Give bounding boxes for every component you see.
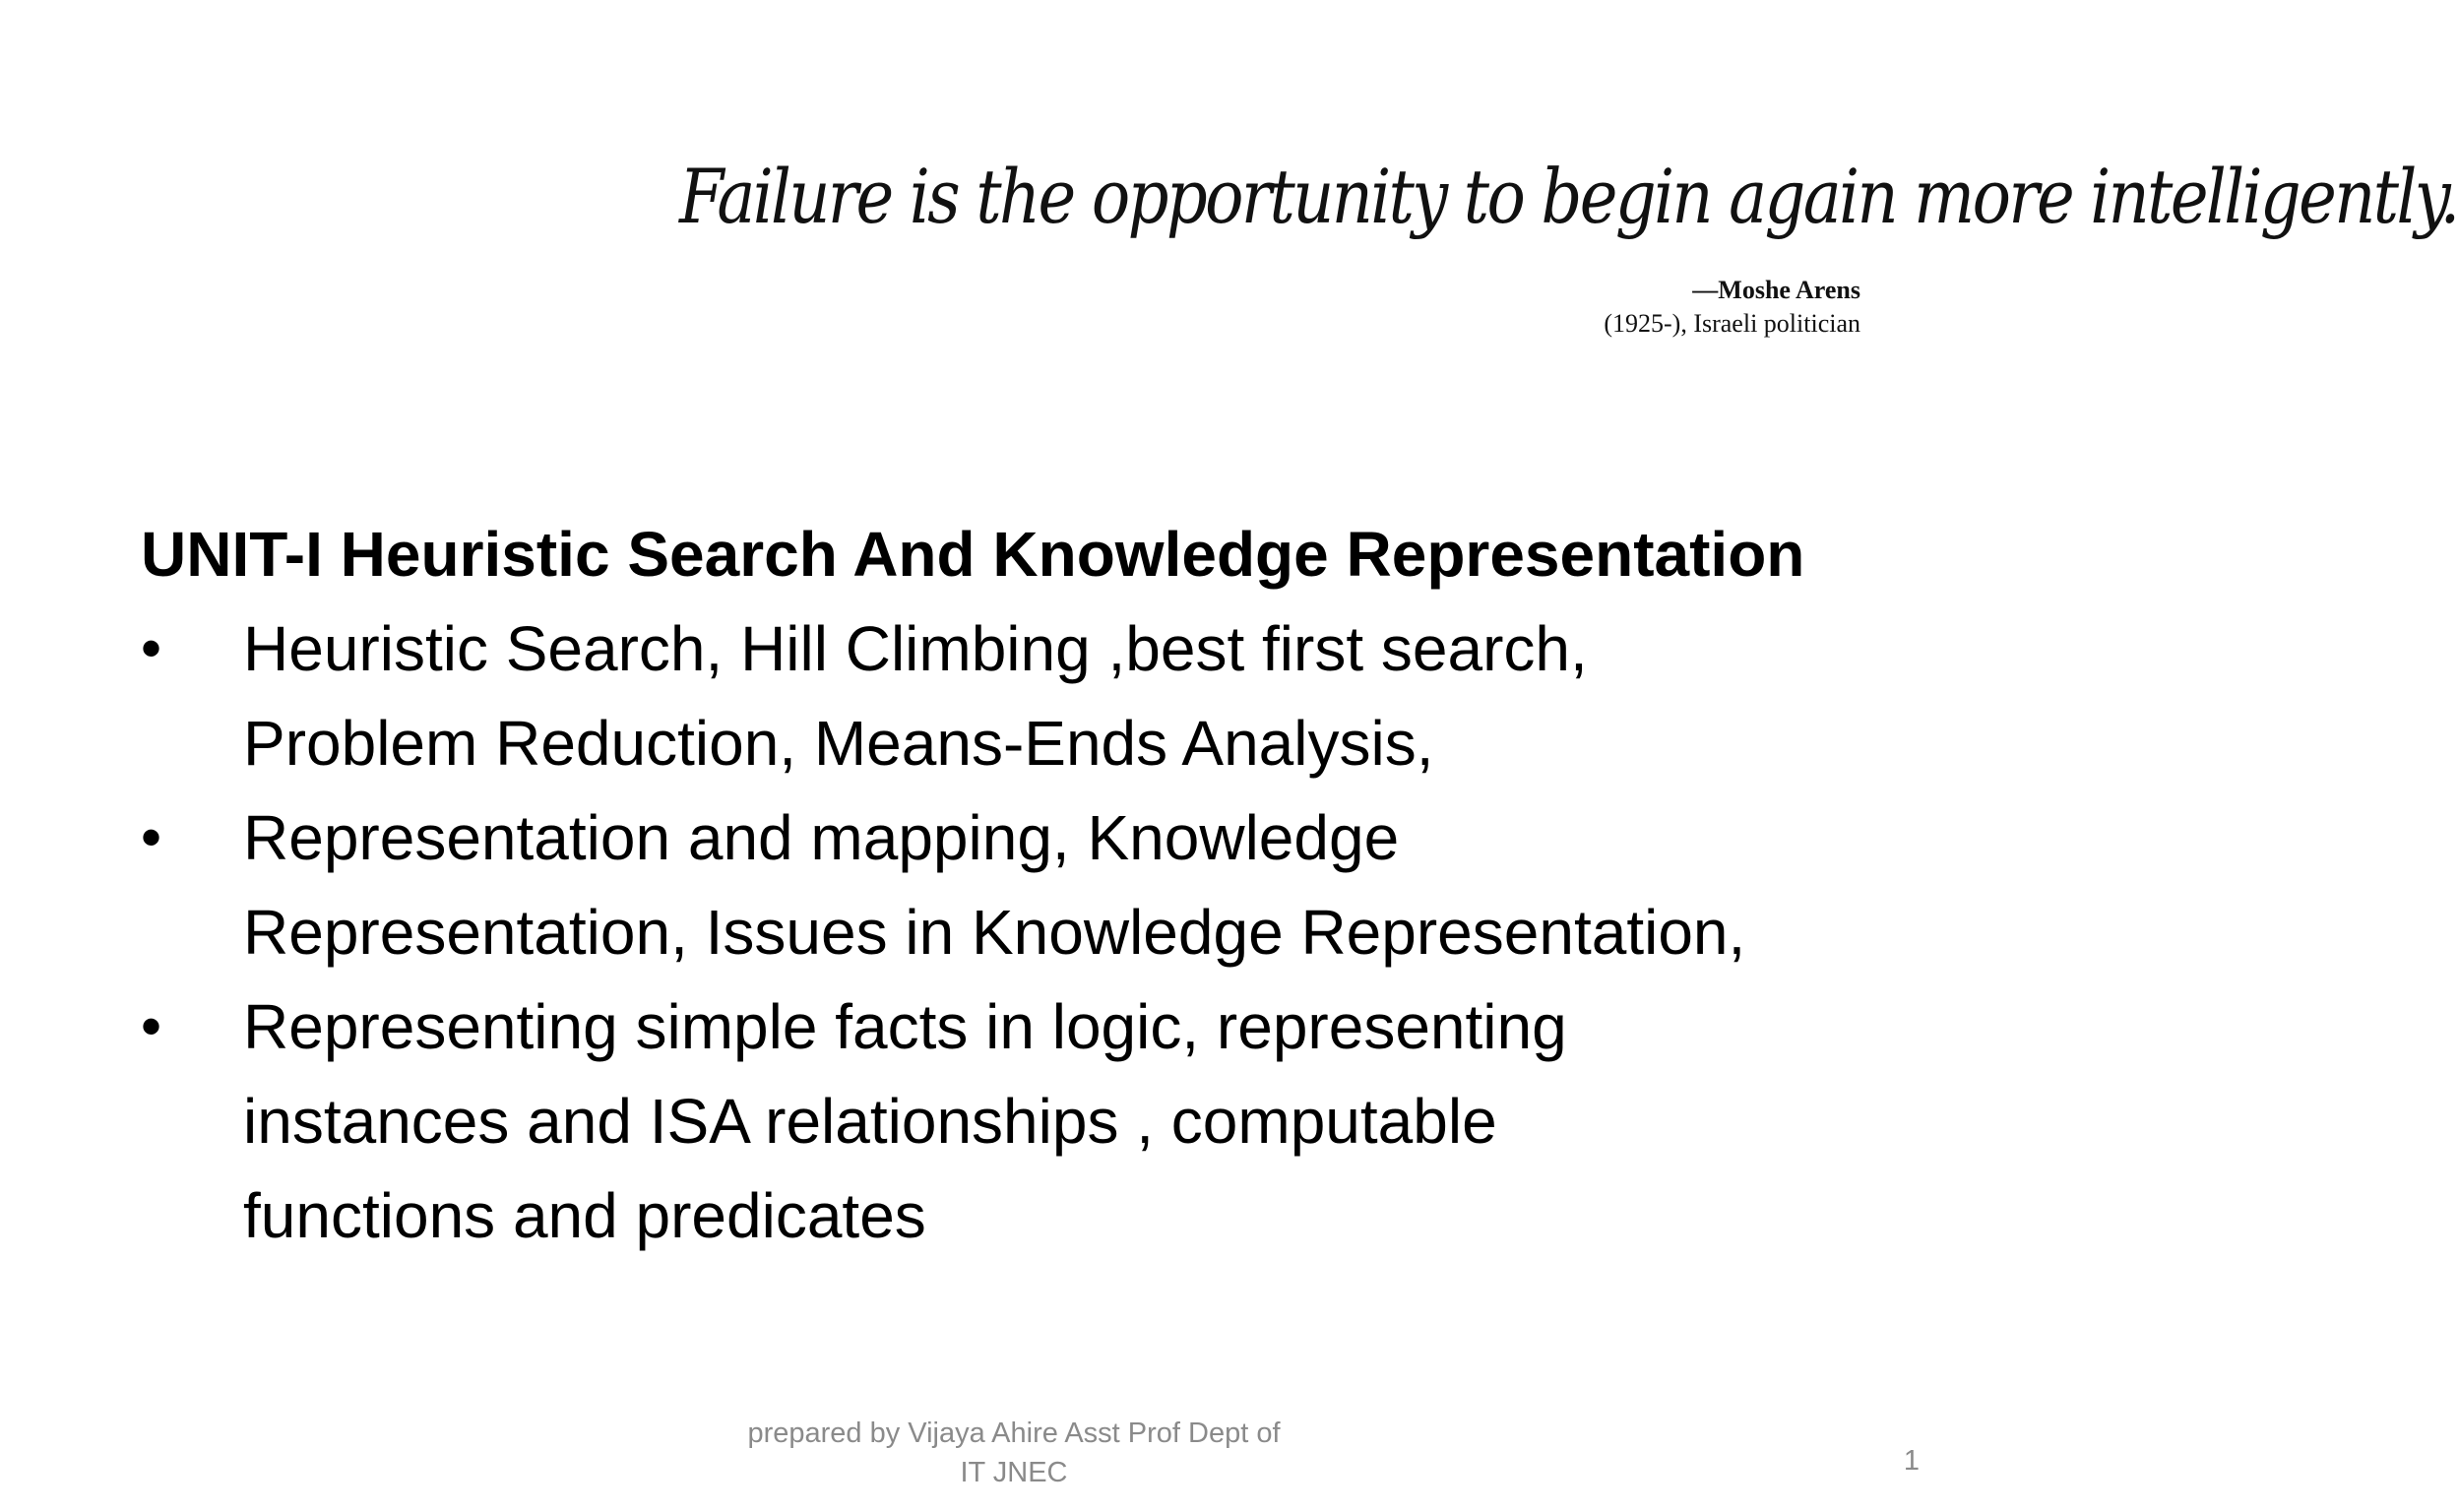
slide-number: 1 (1903, 1445, 1920, 1477)
footer-line: prepared by Vijaya Ahire Asst Prof Dept of (747, 1418, 1281, 1449)
slide-content (141, 507, 1972, 1263)
quote-author-description: (1925-), Israeli politician (1604, 309, 1860, 338)
bullet-item (141, 790, 1972, 979)
bullet-text-line: Problem Reduction, Means-Ends Analysis, (243, 708, 1434, 779)
bullet-text-line: instances and ISA relationships , computable (243, 1086, 1497, 1157)
bullet-list (141, 601, 1972, 1263)
bullet-text-line: Representing simple facts in logic, representing (243, 991, 1567, 1062)
bullet-text-line: Heuristic Search, Hill Climbing ,best first search, (243, 613, 1588, 684)
quote-text: Failure is the opportunity to begin again more intelligently. (679, 153, 2458, 240)
footer-line: IT JNEC (960, 1457, 1068, 1488)
bullet-item (141, 979, 1972, 1263)
bullet-item (141, 601, 1972, 790)
quote-author: —Moshe Arens (1692, 276, 1860, 304)
bullet-icon: • (141, 804, 162, 870)
bullet-text-line: Representation, Issues in Knowledge Representation, (243, 897, 1746, 968)
footer-credit (719, 1414, 1309, 1492)
bullet-icon: • (141, 993, 162, 1059)
bullet-icon: • (141, 615, 162, 681)
bullet-text-line: Representation and mapping, Knowledge (243, 802, 1400, 873)
bullet-text-line: functions and predicates (243, 1180, 926, 1251)
unit-title: UNIT-I Heuristic Search And Knowledge Representation (141, 519, 1805, 590)
quote-image (679, 148, 2458, 345)
